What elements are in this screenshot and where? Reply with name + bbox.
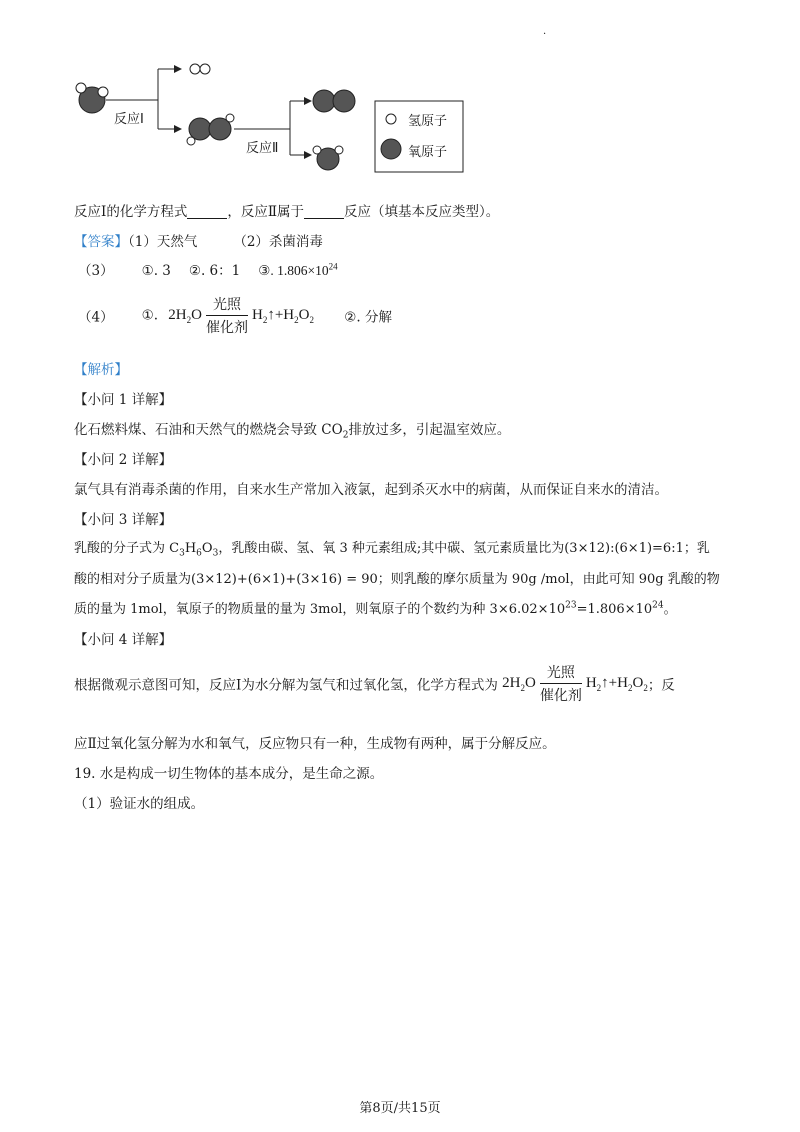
q1-text: 化石燃料煤、石油和天然气的燃烧会导致 $CO_2$排放过多，引起温室效应。 xyxy=(74,422,511,441)
answer-tag: 【答案】 xyxy=(74,234,128,250)
hydrogen-peroxide-molecule xyxy=(187,114,234,145)
q3-text-line-2: 酸的相对分子质量为(3×12)+(6×1)+(3×16) = 90；则乳酸的摩尔质量为 90g /mol，由此可知 90g 乳酸的物 xyxy=(74,572,720,587)
hydrogen-molecule xyxy=(190,64,210,74)
q1-heading: 【小问 1 详解】 xyxy=(74,392,173,408)
chemical-equation: $2H_2O$ xyxy=(168,306,202,325)
legend-hydrogen-label: 氢原子 xyxy=(408,114,448,129)
page-dot: . xyxy=(543,26,547,37)
q4-text-line-2: 应Ⅱ过氧化氢分解为水和氧气，反应物只有一种，生成物有两种，属于分解反应。 xyxy=(74,736,556,752)
legend-oxygen-label: 氧原子 xyxy=(408,145,448,160)
answer-line-1: 【答案】（1）天然气 （2）杀菌消毒 xyxy=(74,234,323,250)
answer-line-3: （3） ①. 3 ②. 6：1 ③. $1.806\times 10^{24}$ xyxy=(78,261,338,279)
answer-line-4: （4） ①. $2H_2O$ $\frac{\text{光照}}{\text{催化剂}}$ $H_2↑+H_2O_2$ ②. 分解 xyxy=(78,294,392,337)
q3-text-line-3: 质的量为 1mol，氧原子的物质量的量为 3mol，则氧原子的个数约为种 $3\times 6.02\times 10^{23}=1.806\times 10^{24}$。 xyxy=(74,600,677,617)
q4-text-line-1: 根据微观示意图可知，反应Ⅰ为水分解为氢气和过氧化氢，化学方程式为 $2H_2O$ $\frac{\text{光照}}{\text{催化剂}}$ $H_2↑+H_2O_2$；反 xyxy=(74,662,675,705)
q2-heading: 【小问 2 详解】 xyxy=(74,452,173,468)
reaction-condition: $\frac{\text{光照}}{\text{催化剂}}$ xyxy=(206,294,248,337)
oxygen-molecule xyxy=(313,90,355,112)
question-line: 反应Ⅰ的化学方程式 ，反应Ⅱ属于 反应（填基本反应类型）。 xyxy=(74,204,500,220)
answer-blank-2 xyxy=(304,204,344,219)
reaction2-label: 反应Ⅱ xyxy=(246,141,279,156)
page-footer: 第8页/共15页 xyxy=(359,1101,441,1116)
water-molecule xyxy=(76,83,108,113)
analysis-tag: 【解析】 xyxy=(74,362,128,378)
q3-text-line-1: 乳酸的分子式为 $C_3H_6O_3$，乳酸由碳、氢、氧 3 种元素组成;其中碳、氢元素质量比为(3×12):(6×1)=6:1；乳 xyxy=(74,541,710,559)
water-product-molecule xyxy=(313,146,343,170)
question-19: 19. 水是构成一切生物体的基本成分，是生命之源。 xyxy=(74,766,384,782)
question-19-part-1: （1）验证水的组成。 xyxy=(74,796,205,812)
q3-heading: 【小问 3 详解】 xyxy=(74,512,173,528)
q2-text: 氯气具有消毒杀菌的作用，自来水生产常加入液氯，起到杀灭水中的病菌，从而保证自来水的清洁。 xyxy=(74,482,668,498)
q4-heading: 【小问 4 详解】 xyxy=(74,632,173,648)
answer-blank-1 xyxy=(187,204,227,219)
reaction1-label: 反应Ⅰ xyxy=(114,112,144,127)
